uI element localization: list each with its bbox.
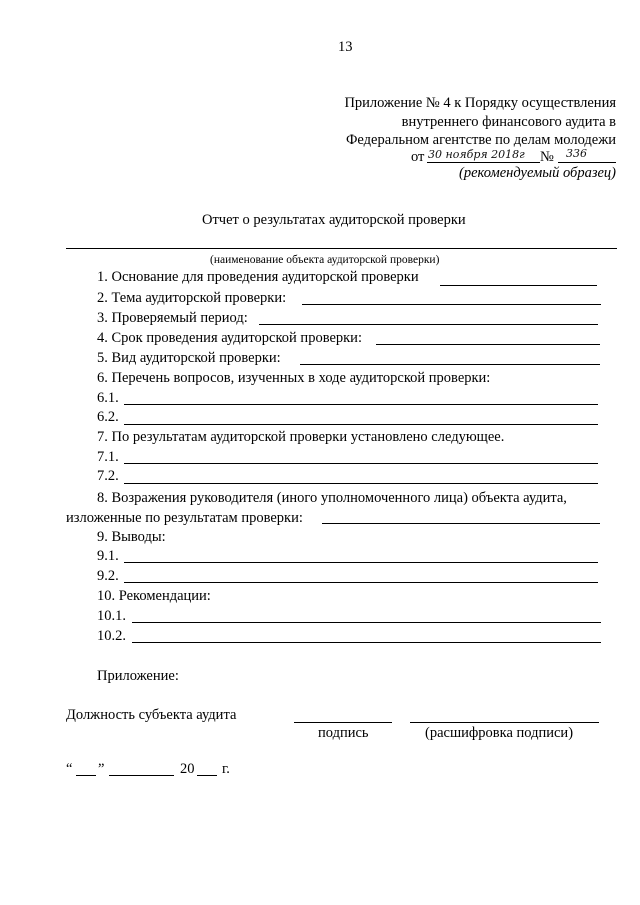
item-10-2-label: 10.2.	[97, 628, 126, 644]
item-7-2-line	[124, 483, 598, 484]
item-7-label: 7. По результатам аудиторской проверки установлено следующее.	[97, 429, 505, 445]
date-year-suffix: г.	[222, 761, 230, 777]
item-3-line	[259, 324, 598, 325]
item-1-label: 1. Основание для проведения аудиторской проверки	[97, 269, 419, 285]
item-6-1-label: 6.1.	[97, 390, 119, 406]
object-caption: (наименование объекта аудиторской проверки)	[210, 254, 440, 266]
item-9-label: 9. Выводы:	[97, 529, 166, 545]
item-9-2-line	[124, 582, 598, 583]
item-6-2-line	[124, 424, 598, 425]
date-year-line	[197, 775, 217, 776]
page-number: 13	[338, 39, 353, 55]
item-7-1-label: 7.1.	[97, 449, 119, 465]
appendix-line-3: Федеральном агентстве по делам молодежи	[345, 132, 616, 148]
item-9-2-label: 9.2.	[97, 568, 119, 584]
date-day-line	[76, 775, 96, 776]
item-10-1-line	[132, 622, 601, 623]
item-8-line-2: изложенные по результатам проверки:	[66, 510, 303, 526]
item-2-label: 2. Тема аудиторской проверки:	[97, 290, 287, 306]
appendix-date-handwritten: 30 ноября 2018г	[428, 148, 525, 161]
item-4-line	[376, 344, 600, 345]
item-9-1-line	[124, 562, 598, 563]
appendix-line-1: Приложение № 4 к Порядку осуществления	[344, 95, 616, 111]
item-10-label: 10. Рекомендации:	[97, 588, 211, 604]
appendix-from-label: от	[411, 149, 425, 165]
item-10-2-line	[132, 642, 601, 643]
date-open-quote: “	[66, 761, 73, 777]
item-5-line	[300, 364, 600, 365]
item-6-1-line	[124, 404, 598, 405]
item-6-2-label: 6.2.	[97, 409, 119, 425]
attachment-label: Приложение:	[97, 668, 179, 684]
position-label: Должность субъекта аудита	[66, 707, 237, 723]
item-1-line	[440, 285, 597, 286]
item-8-line	[322, 523, 600, 524]
item-5-label: 5. Вид аудиторской проверки:	[97, 350, 281, 366]
sample-note: (рекомендуемый образец)	[459, 165, 616, 181]
object-name-line	[66, 248, 617, 249]
signature-caption: подпись	[318, 725, 369, 741]
appendix-line-2: внутреннего финансового аудита в	[401, 114, 616, 130]
appendix-date-line	[427, 162, 540, 163]
appendix-number-line	[558, 162, 616, 163]
item-8-line-1: 8. Возражения руководителя (иного уполномоченного лица) объекта аудита,	[97, 490, 567, 506]
signature-decode-caption: (расшифровка подписи)	[425, 725, 574, 741]
item-7-2-label: 7.2.	[97, 468, 119, 484]
item-7-1-line	[124, 463, 598, 464]
date-close-quote: ”	[98, 761, 105, 777]
date-month-line	[109, 775, 174, 776]
appendix-number-handwritten: 336	[566, 147, 587, 160]
item-10-1-label: 10.1.	[97, 608, 126, 624]
item-6-label: 6. Перечень вопросов, изученных в ходе аудиторской проверки:	[97, 370, 491, 386]
item-2-line	[302, 304, 601, 305]
signature-line	[294, 722, 392, 723]
item-3-label: 3. Проверяемый период:	[97, 310, 248, 326]
report-title: Отчет о результатах аудиторской проверки	[202, 212, 466, 228]
item-4-label: 4. Срок проведения аудиторской проверки:	[97, 330, 362, 346]
signature-decode-line	[410, 722, 599, 723]
appendix-number-label: №	[540, 149, 554, 165]
date-year-prefix: 20	[180, 761, 195, 777]
item-9-1-label: 9.1.	[97, 548, 119, 564]
